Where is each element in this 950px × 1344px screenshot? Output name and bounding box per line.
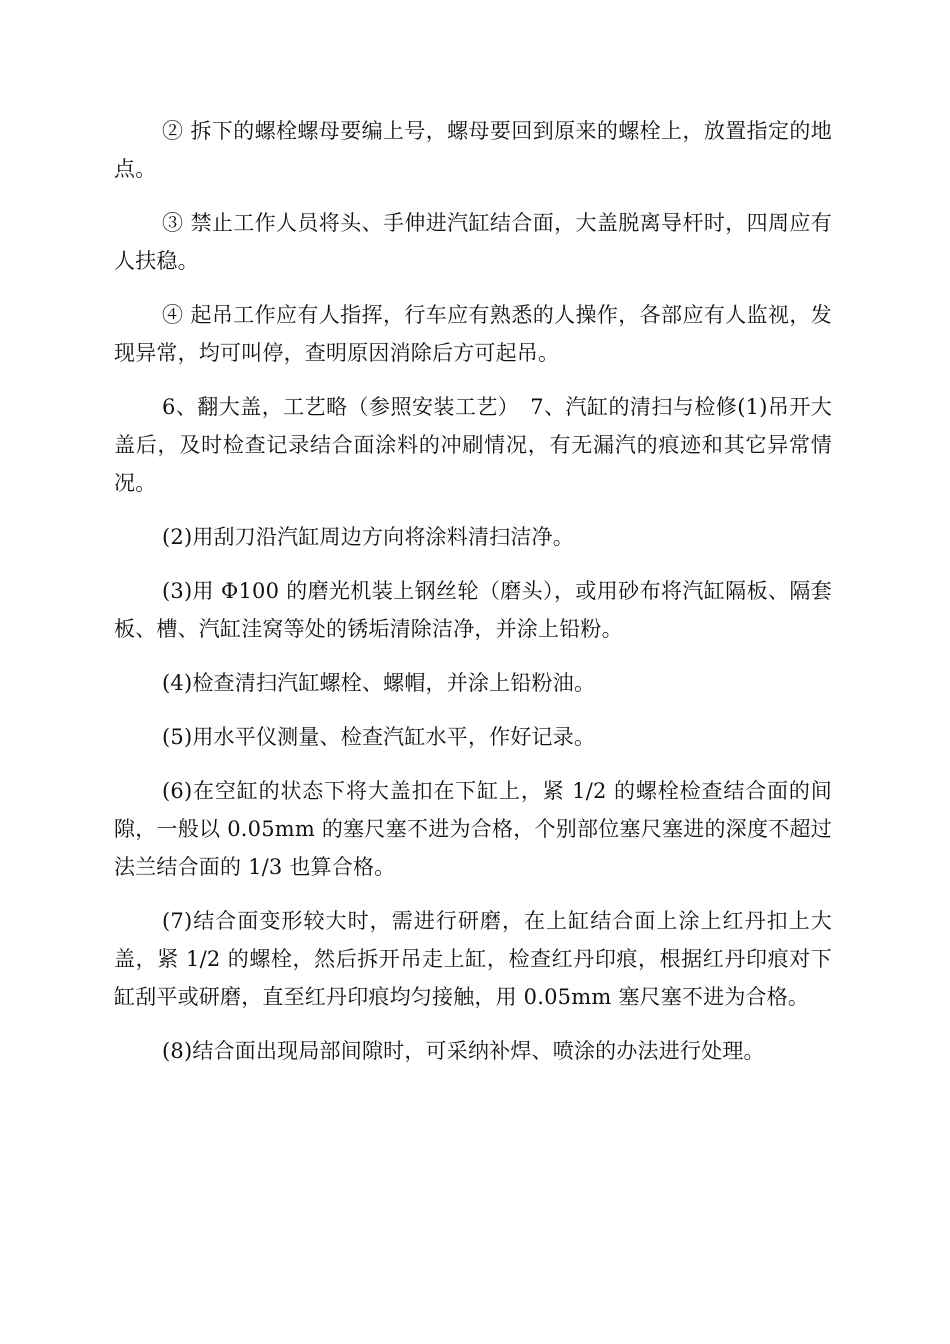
paragraph-grinding: (7)结合面变形较大时，需进行研磨，在上缸结合面上涂上红丹扣上大盖，紧 1/2 的螺栓，然后拆开吊走上缸，检查红丹印痕，根据红丹印痕对下缸刮平或研磨，直至红丹印痕均匀接触，用 0.05mm 塞尺塞不进为合格。: [114, 909, 832, 1009]
paragraph-bolt-inspection: (4)检查清扫汽缸螺栓、螺帽，并涂上铅粉油。: [162, 671, 596, 695]
paragraph-safety-hands: ③ 禁止工作人员将头、手伸进汽缸结合面，大盖脱离导杆时，四周应有人扶稳。: [114, 211, 832, 273]
paragraph-level-measure: (5)用水平仪测量、检查汽缸水平，作好记录。: [162, 725, 596, 749]
paragraph-grinder-rust: (3)用 Φ100 的磨光机装上钢丝轮（磨头），或用砂布将汽缸隔板、隔套板、槽、汽缸洼窝等处的锈垢清除洁净，并涂上铅粉。: [114, 579, 832, 641]
paragraph-gap-check: (6)在空缸的状态下将大盖扣在下缸上，紧 1/2 的螺栓检查结合面的间隙，一般以 0.05mm 的塞尺塞不进为合格，个别部位塞尺塞进的深度不超过法兰结合面的 1/3 也算合格。: [114, 779, 832, 879]
paragraph-flip-cover-cleaning: 6、翻大盖，工艺略（参照安装工艺） 7、汽缸的清扫与检修(1)吊开大盖后，及时检查记录结合面涂料的冲刷情况，有无漏汽的痕迹和其它异常情况。: [114, 395, 832, 495]
paragraph-scraper-cleaning: (2)用刮刀沿汽缸周边方向将涂料清扫洁净。: [162, 525, 574, 549]
paragraph-bolt-numbering: ② 拆下的螺栓螺母要编上号，螺母要回到原来的螺栓上，放置指定的地点。: [114, 119, 832, 181]
paragraph-local-gap-repair: (8)结合面出现局部间隙时，可采纳补焊、喷涂的办法进行处理。: [162, 1039, 765, 1063]
paragraph-lifting-command: ④ 起吊工作应有人指挥，行车应有熟悉的人操作，各部应有人监视，发现异常，均可叫停，查明原因消除后方可起吊。: [114, 303, 832, 365]
